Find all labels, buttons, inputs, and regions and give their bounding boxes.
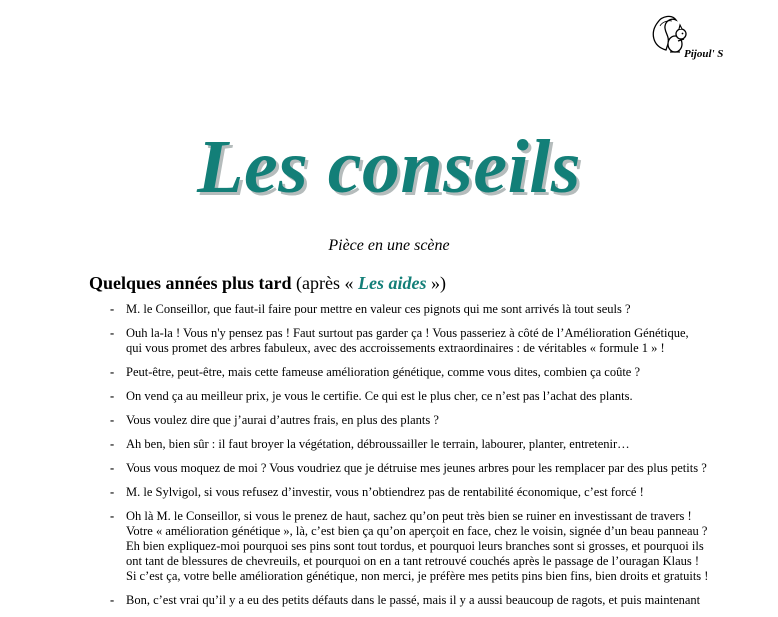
section-heading [89,272,446,294]
dialogue-text: Ouh la-la ! Vous n'y pensez pas ! Faut surtout pas garder ça ! Vous passeriez à côté de l’Amélioration Génétique, qui vous promet des arbres fabuleux, avec des accroissements extraordinaires : de véritables « formule 1 » ! [126,326,689,355]
dialogue-line [110,413,760,428]
dialogue-text: Bon, c’est vrai qu’il y a eu des petits défauts dans le passé, mais il y a aussi beaucoup de ragots, et puis maintenant [126,593,701,607]
dialogue-line [110,326,760,356]
section-heading-text: Quelques années plus tard [89,273,292,293]
page-subtitle: Pièce en une scène [328,237,450,254]
section-paren-close: ») [426,273,447,293]
bullet-marker: - [110,485,115,499]
bullet-marker: - [110,593,115,607]
bullet-marker: - [110,326,115,340]
bullet-marker: - [110,365,115,379]
dialogue-text: Oh là M. le Conseillor, si vous le prenez de haut, sachez qu’on peut très bien se ruiner en investissant de travers ! Votre « amélioration génétique », là, c’est bien ça qu’on aperçoit en face, chez le voisin, signée d’un beau panneau ? Eh bien expliquez-moi pourquoi ses pins sont tout tordus, et pourquoi leurs branches sont si grosses, et pourquoi ils ont tant de blessures de chevreuils, et pourquoi on en a tant retrouvé couchés après le passage de l’ouragan Klaus ! Si c’est ça, votre belle amélioration génétique, non merci, je préfère mes petits pins bien fins, bien droits et gratuits ! [126,509,709,583]
bullet-marker: - [110,461,115,475]
dialogue-line [110,437,760,452]
dialogue-line [110,302,760,317]
section-paren-open: (après « [291,273,359,293]
bullet-marker: - [110,389,115,403]
dialogue-text: On vend ça au meilleur prix, je vous le certifie. Ce qui est le plus cher, ce n’est pas l’achat des plants. [126,389,633,403]
page-title: Les conseils [197,125,581,209]
dialogue-list [110,302,760,617]
dialogue-line [110,365,760,380]
bullet-marker: - [110,509,115,523]
dialogue-line [110,461,760,476]
bullet-marker: - [110,302,115,316]
dialogue-line [110,593,760,608]
logo [648,10,768,70]
dialogue-text: Peut-être, peut-être, mais cette fameuse amélioration génétique, comme vous dites, combien ça coûte ? [126,365,641,379]
logo-text: Pijoul' S [684,48,724,60]
section-reference-link[interactable]: Les aides [358,273,427,293]
dialogue-line [110,389,760,404]
bullet-marker: - [110,413,115,427]
dialogue-line [110,509,760,584]
dialogue-text: M. le Conseillor, que faut-il faire pour mettre en valeur ces pignots qui me sont arrivés là tout seuls ? [126,302,631,316]
dialogue-text: Ah ben, bien sûr : il faut broyer la végétation, débroussailler le terrain, labourer, planter, entretenir… [126,437,630,451]
dialogue-text: M. le Sylvigol, si vous refusez d’investir, vous n’obtiendrez pas de rentabilité économique, c’est forcé ! [126,485,644,499]
dialogue-text: Vous vous moquez de moi ? Vous voudriez que je détruise mes jeunes arbres pour les remplacer par des plus petits ? [126,461,707,475]
dialogue-line [110,485,760,500]
dialogue-text: Vous voulez dire que j’aurai d’autres frais, en plus des plants ? [126,413,439,427]
bullet-marker: - [110,437,115,451]
